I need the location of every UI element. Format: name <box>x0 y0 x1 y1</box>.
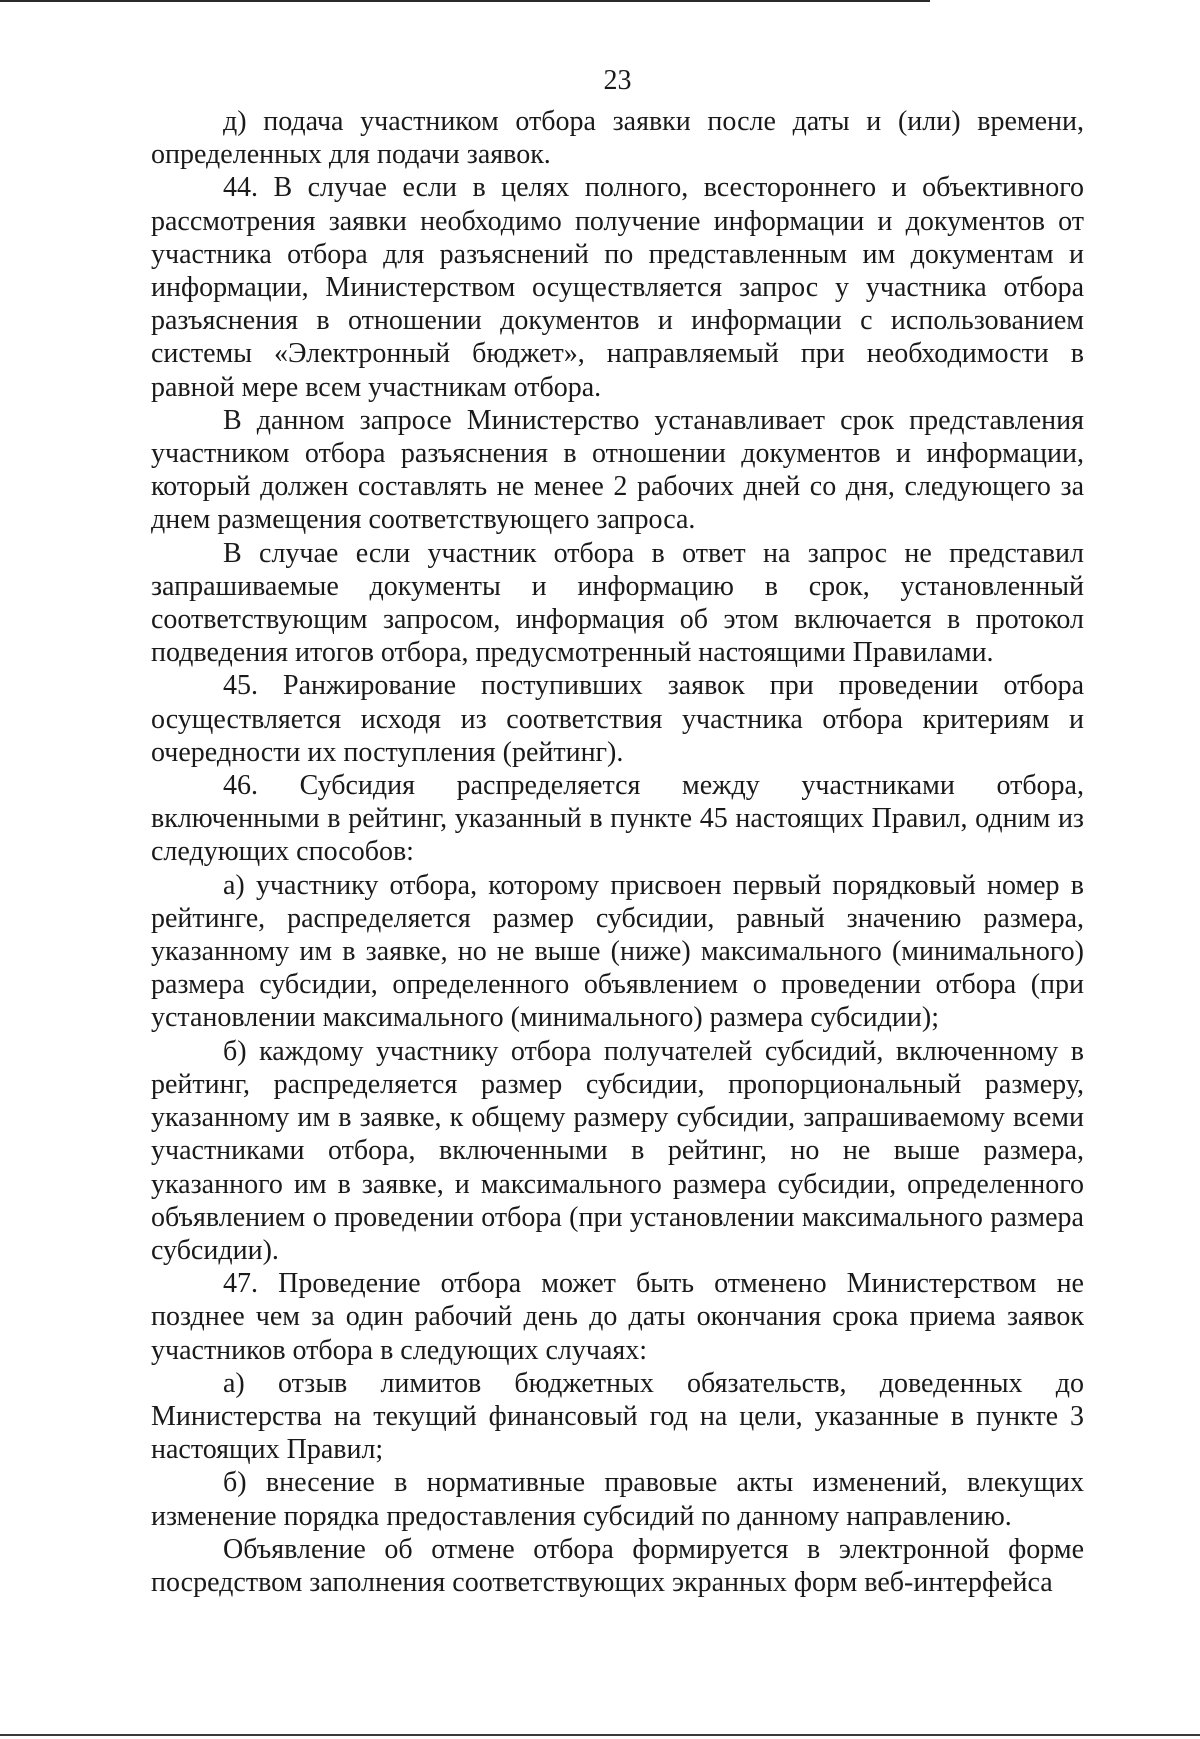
document-page <box>151 64 1084 1599</box>
scan-edge-bottom <box>0 1734 1200 1736</box>
paragraph-45-ranking: 45. Ранжирование поступивших заявок при проведении отбора осуществляется исходя из соответствия участника отбора критериям и очередности их поступления (рейтинг). <box>151 670 1084 768</box>
scan-edge-top <box>0 0 930 2</box>
paragraph-request-deadline: В данном запросе Министерство устанавливает срок представления участником отбора разъяснения в отношении документов и информации, который должен составлять не менее 2 рабочих дней со дня, следующего за днем размещения соответствующего запроса. <box>151 404 1084 536</box>
paragraph-d-late-submission: д) подача участником отбора заявки после даты и (или) времени, определенных для подачи заявок. <box>151 106 1084 171</box>
paragraph-46b-proportional: б) каждому участнику отбора получателей субсидий, включенному в рейтинг, распределяется размер субсидии, пропорциональный размеру, указанному им в заявке, к общему размеру субсидии, запрашиваемому всеми участниками отбора, включенными в рейтинг, но не выше размера, указанного им в заявке, и максимального размера субсидии, определенного объявлением о проведении отбора (при установлении максимального размера субсидии). <box>151 1035 1084 1266</box>
page-number: 23 <box>603 65 632 96</box>
paragraph-no-response: В случае если участник отбора в ответ на запрос не представил запрашиваемые документы и информацию в срок, установленный соответствующим запросом, информация об этом включается в протокол подведения итогов отбора, предусмотренный настоящими Правилами. <box>151 537 1084 669</box>
paragraph-cancellation-announcement: Объявление об отмене отбора формируется в электронной форме посредством заполнения соответствующих экранных форм веб-интерфейса <box>151 1533 1084 1598</box>
paragraph-47b-regulatory-changes: б) внесение в нормативные правовые акты изменений, влекущих изменение порядка предоставления субсидий по данному направлению. <box>151 1467 1084 1532</box>
paragraph-46-distribution: 46. Субсидия распределяется между участниками отбора, включенными в рейтинг, указанный в пункте 45 настоящих Правил, одним из следующих способов: <box>151 770 1084 868</box>
paragraph-46a-first-rank: а) участнику отбора, которому присвоен первый порядковый номер в рейтинге, распределяется размер субсидии, равный значению размера, указанному им в заявке, но не выше (ниже) максимального (минимального) размера субсидии, определенного объявлением о проведении отбора (при установлении максимального (минимального) размера субсидии); <box>151 869 1084 1034</box>
paragraph-44-clarification-request: 44. В случае если в целях полного, всестороннего и объективного рассмотрения заявки необходимо получение информации и документов от участника отбора для разъяснений по представленным им документам и информации, Министерством осуществляется запрос у участника отбора разъяснения в отношении документов и информации с использованием системы «Электронный бюджет», направляемый при необходимости в равной мере всем участникам отбора. <box>151 172 1084 403</box>
paragraph-47a-limits-withdrawal: а) отзыв лимитов бюджетных обязательств, доведенных до Министерства на текущий финансовый год на цели, указанные в пункте 3 настоящих Правил; <box>151 1367 1084 1466</box>
paragraph-47-cancellation: 47. Проведение отбора может быть отменено Министерством не позднее чем за один рабочий день до даты окончания срока приема заявок участников отбора в следующих случаях: <box>151 1268 1084 1366</box>
